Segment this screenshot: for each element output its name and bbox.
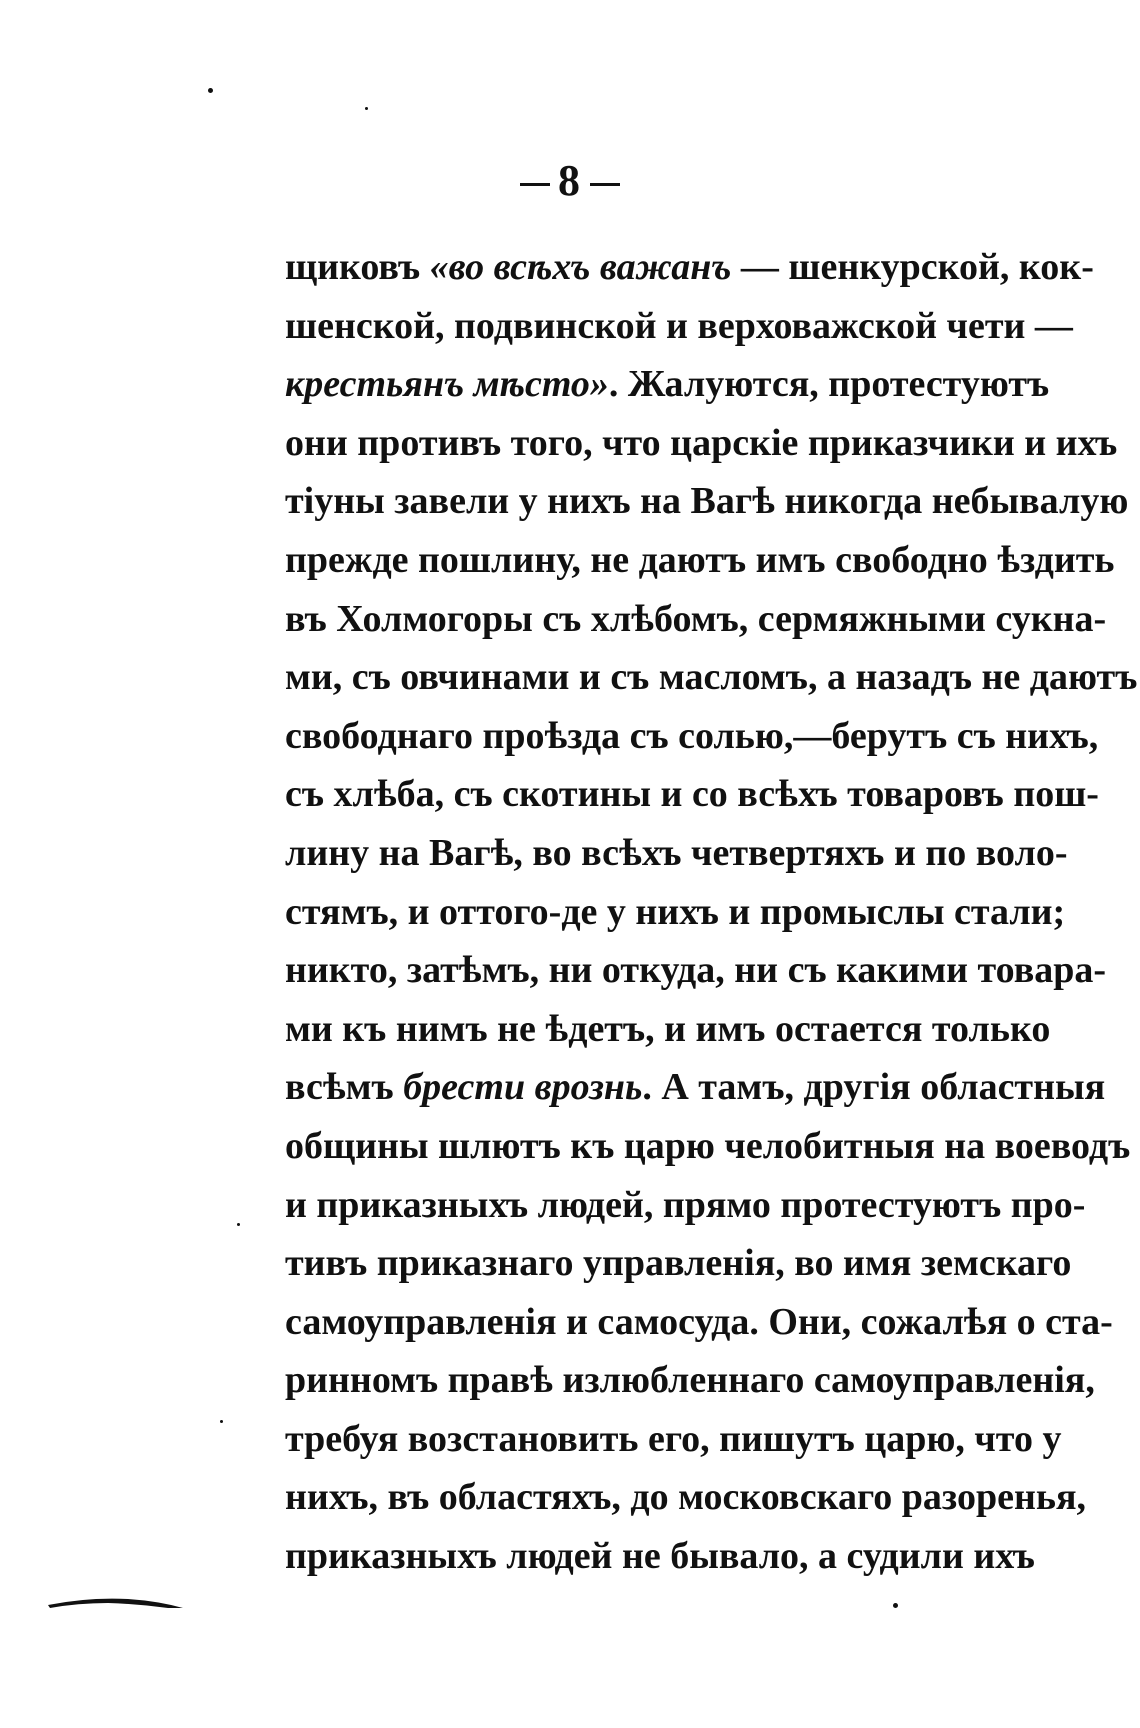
- text-segment: никто, затѣмъ, ни откуда, ни съ какими товара-: [285, 949, 1107, 992]
- scan-speck: [220, 1420, 223, 1423]
- text-segment: . А тамъ, другія областныя: [642, 1066, 1106, 1109]
- text-segment: стямъ, и оттого-де у нихъ и промыслы стали;: [285, 890, 1066, 933]
- text-segment: всѣмъ: [285, 1066, 404, 1109]
- text-segment: прежде пошлину, не даютъ имъ свободно ѣздить: [285, 538, 1115, 581]
- text-segment: свободнаго проѣзда съ солью,—берутъ съ нихъ,: [285, 714, 1099, 757]
- text-segment: нихъ, въ областяхъ, до московскаго разоренья,: [285, 1476, 1087, 1519]
- text-line: [285, 1234, 1072, 1293]
- text-line: [285, 707, 1099, 766]
- body-text: [285, 238, 1138, 1586]
- scan-speck: [237, 1223, 240, 1226]
- text-segment: они противъ того, что царскіе приказчики и ихъ: [285, 421, 1118, 464]
- text-segment: общины шлютъ къ царю челобитныя на воеводъ: [285, 1124, 1131, 1167]
- italic-phrase: крестьянъ мѣсто»: [285, 363, 609, 406]
- text-segment: съ хлѣба, съ скотины и со всѣхъ товаровъ пош-: [285, 773, 1099, 816]
- text-segment: щиковъ: [285, 246, 430, 288]
- italic-phrase: брести врознь: [403, 1066, 643, 1109]
- page-number-dash-right: [590, 183, 620, 186]
- text-segment: ринномъ правѣ излюбленнаго самоуправленія,: [285, 1359, 1095, 1402]
- text-line: [285, 531, 1115, 590]
- text-segment: ми, съ овчинами и съ масломъ, а назадъ не даютъ: [285, 656, 1138, 699]
- text-line: [285, 238, 1094, 297]
- page-number-dash-left: [520, 183, 550, 186]
- text-line: [285, 1000, 1051, 1059]
- text-line: [285, 590, 1107, 649]
- text-line: [285, 1293, 1113, 1352]
- text-segment: и приказныхъ людей, прямо протестуютъ про-: [285, 1183, 1086, 1226]
- text-line: [285, 297, 1073, 356]
- text-line: [285, 1468, 1087, 1527]
- text-line: [285, 355, 1050, 414]
- text-segment: самоуправленія и самосуда. Они, сожалѣя о ста-: [285, 1300, 1113, 1343]
- page-number: [0, 155, 1140, 206]
- text-segment: — шенкурской, кок-: [731, 246, 1094, 288]
- text-line: [285, 1058, 1106, 1117]
- text-line: [285, 1351, 1095, 1410]
- text-segment: . Жалуются, протестуютъ: [608, 363, 1050, 406]
- text-segment: тивъ приказнаго управленія, во имя земскаго: [285, 1242, 1072, 1285]
- text-segment: въ Холмогоры съ хлѣбомъ, сермяжными сукна-: [285, 597, 1107, 640]
- scan-speck: [893, 1603, 898, 1608]
- text-segment: тіуны завели у нихъ на Вагѣ никогда небывалую: [285, 480, 1129, 523]
- text-line: [285, 941, 1107, 1000]
- scan-speck: [365, 107, 368, 110]
- text-segment: приказныхъ людей не бывало, а судили ихъ: [285, 1535, 1035, 1578]
- text-line: [285, 765, 1099, 824]
- text-line: [285, 414, 1118, 473]
- text-line: [285, 883, 1066, 942]
- text-segment: ми къ нимъ не ѣдетъ, и имъ остается только: [285, 1007, 1051, 1050]
- text-segment: шенской, подвинской и верховажской чети —: [285, 304, 1073, 347]
- text-segment: требуя возстановить его, пишутъ царю, что у: [285, 1417, 1062, 1460]
- text-line: [285, 472, 1129, 531]
- italic-phrase: «во всѣхъ важанъ: [429, 246, 732, 288]
- text-segment: лину на Вагѣ, во всѣхъ четвертяхъ и по воло-: [285, 831, 1068, 874]
- text-line: [285, 1117, 1131, 1176]
- text-line: [285, 648, 1138, 707]
- scan-speck: [208, 88, 213, 93]
- text-line: [285, 824, 1068, 883]
- scan-smudge: [48, 1595, 188, 1609]
- page-number-value: 8: [558, 156, 582, 205]
- text-line: [285, 1410, 1062, 1469]
- text-line: [285, 1176, 1086, 1235]
- text-line: [285, 1527, 1035, 1586]
